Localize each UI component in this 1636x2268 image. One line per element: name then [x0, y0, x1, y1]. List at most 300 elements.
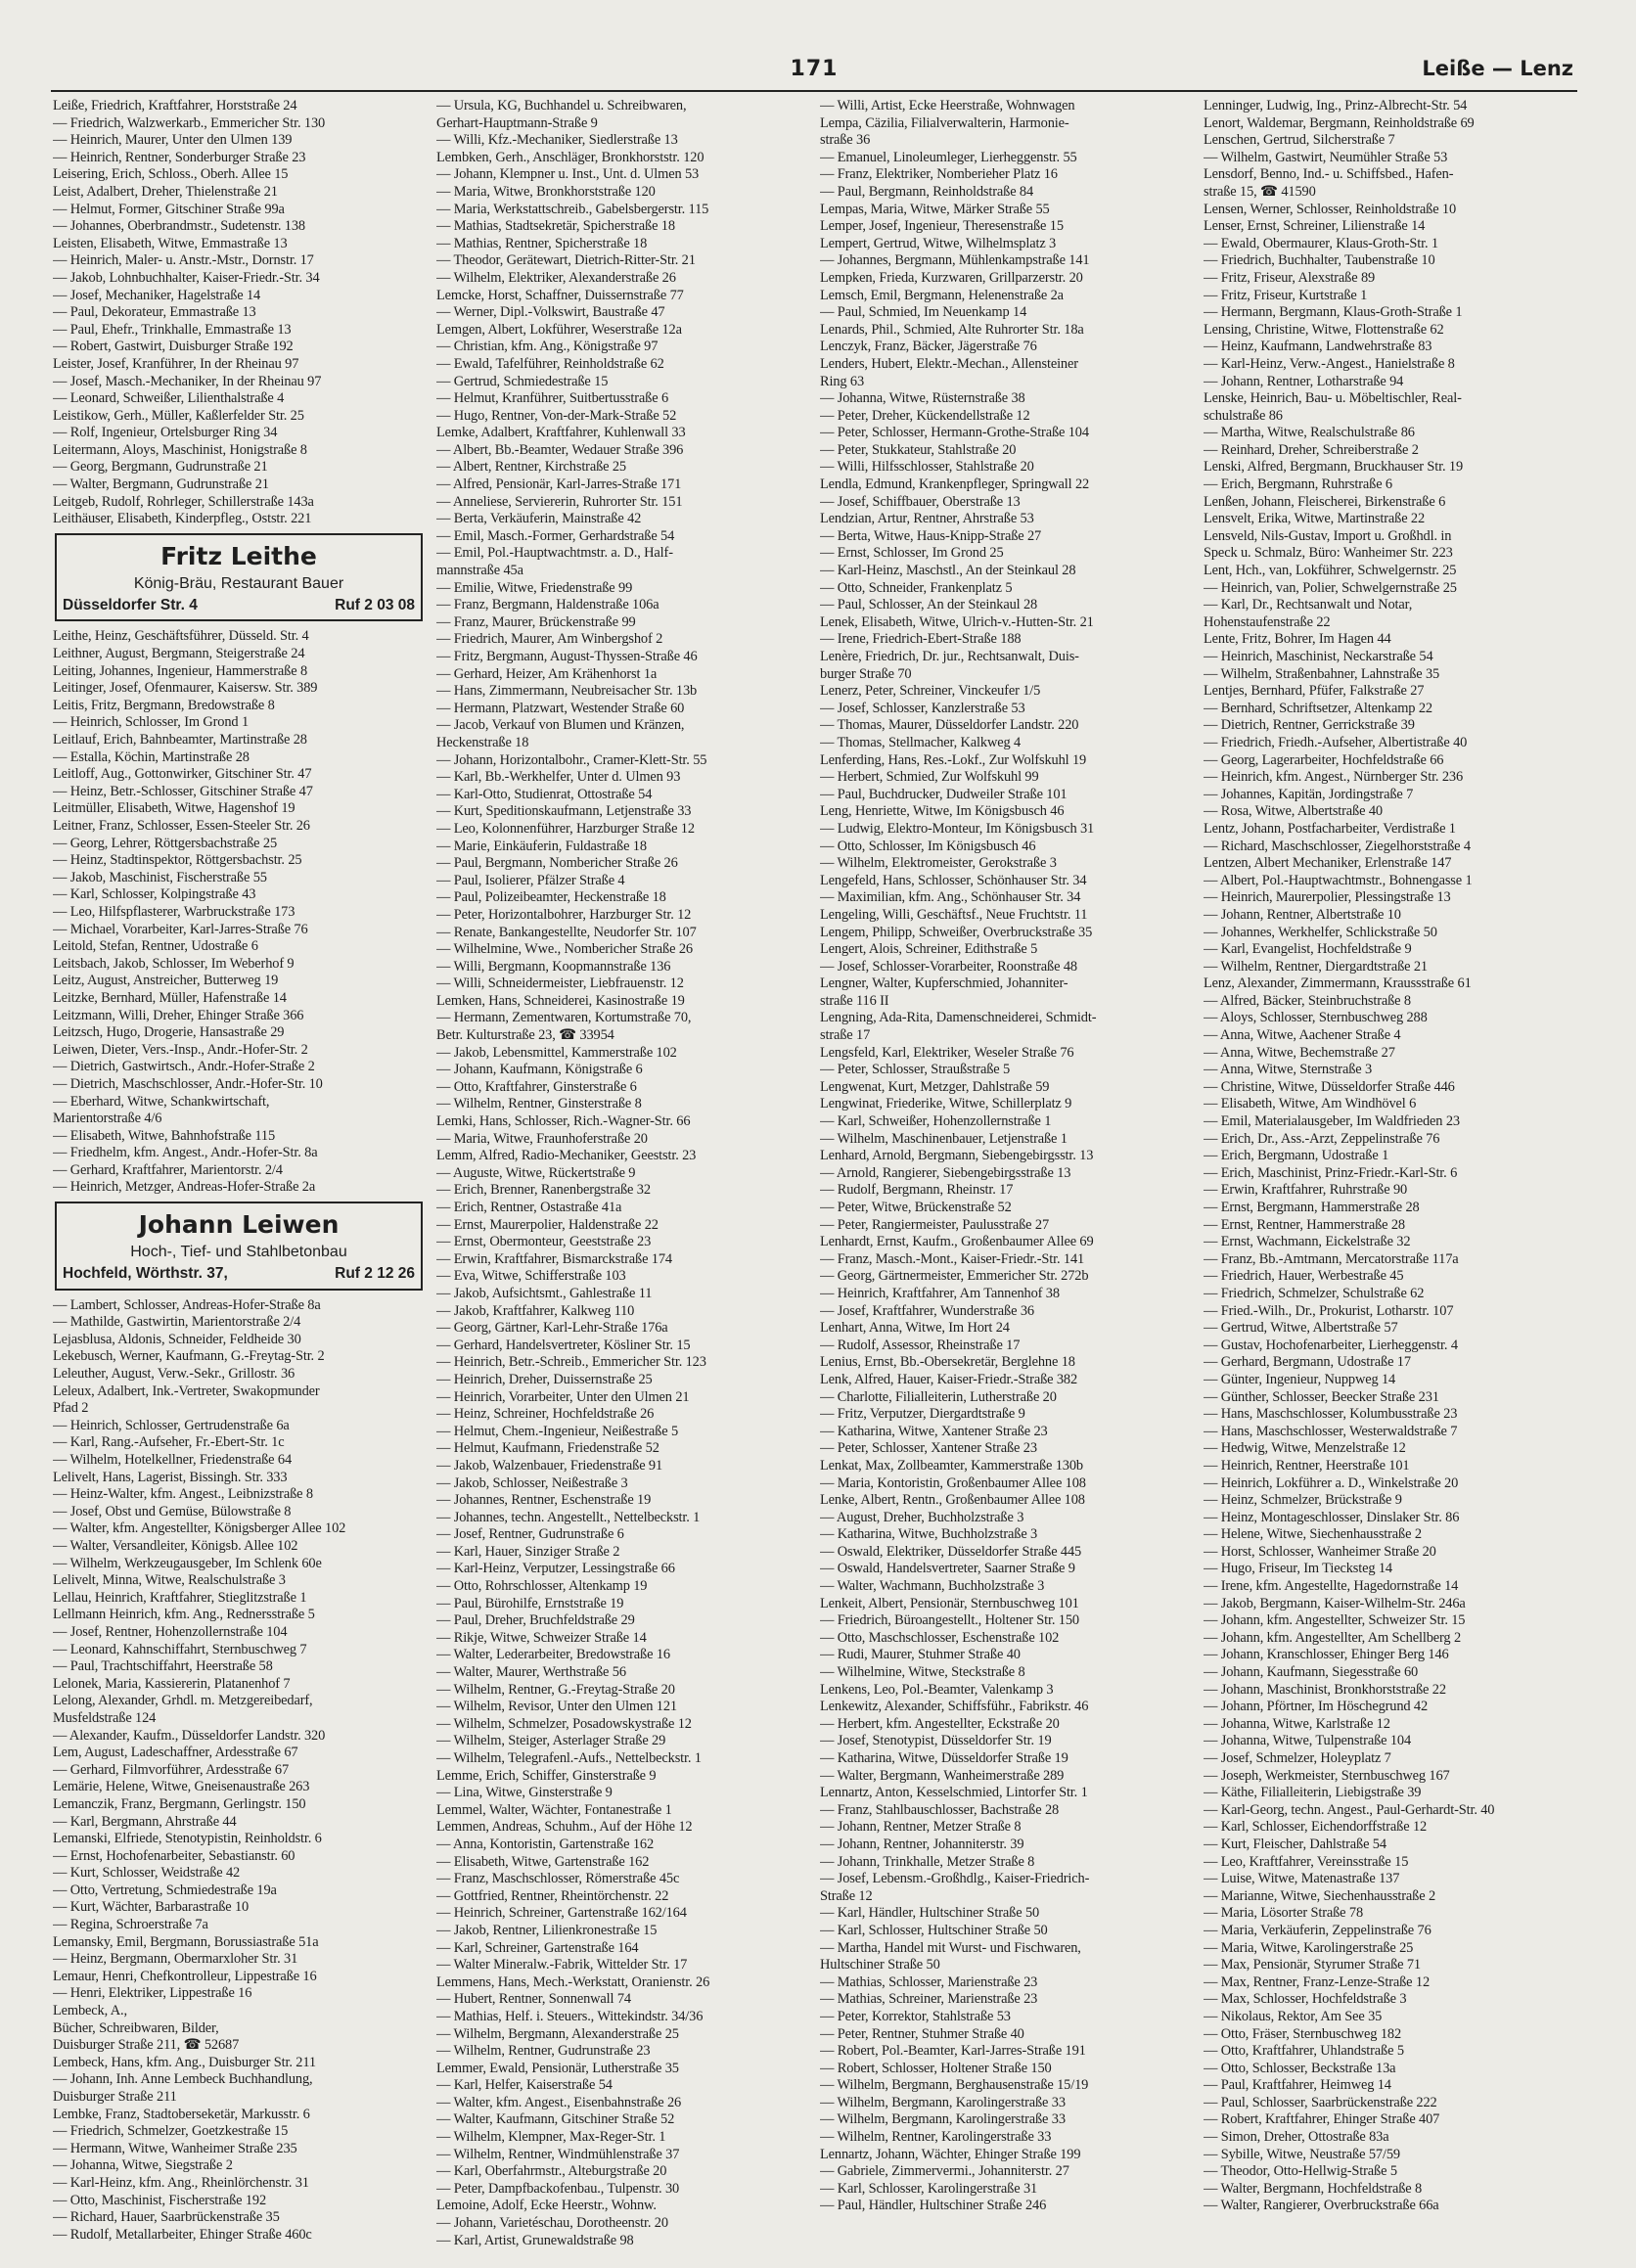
directory-entry: — Peter, Schlosser, Hermann-Grothe-Straße 104	[820, 425, 1089, 441]
directory-entry: Leitmüller, Elisabeth, Witwe, Hagenshof 19	[53, 800, 295, 817]
directory-entry: Lentzen, Albert Mechaniker, Erlenstraße 147	[1204, 855, 1452, 872]
directory-entry: — Jacob, Verkauf von Blumen und Kränzen,	[436, 717, 685, 734]
directory-entry: burger Straße 70	[820, 665, 912, 682]
directory-entry: — Erich, Bergmann, Ruhrstraße 6	[1204, 476, 1392, 493]
directory-entry: Duisburger Straße 211	[53, 2089, 177, 2105]
directory-entry: — Theodor, Gerätewart, Dietrich-Ritter-Str. 21	[436, 252, 696, 269]
directory-entry: — Gerhard, Bergmann, Udostraße 17	[1204, 1354, 1411, 1371]
directory-entry: — Walter, Bergmann, Gudrunstraße 21	[53, 476, 269, 493]
directory-entry: Leitner, Franz, Schlosser, Essen-Steeler Str. 26	[53, 818, 310, 834]
directory-entry: — Paul, Schlosser, An der Steinkaul 28	[820, 597, 1038, 613]
directory-entry: — Helmut, Kaufmann, Friedenstraße 52	[436, 1440, 659, 1457]
directory-entry: — Johann, Rentner, Johanniterstr. 39	[820, 1836, 1024, 1852]
directory-entry: — Friedrich, Hauer, Werbestraße 45	[1204, 1268, 1404, 1285]
directory-entry: — Ernst, Schlosser, Im Grond 25	[820, 545, 1004, 562]
directory-entry: Lendzian, Artur, Rentner, Ahrstraße 53	[820, 511, 1034, 527]
directory-entry: — Jakob, Kraftfahrer, Kalkweg 110	[436, 1302, 635, 1319]
directory-entry: — Emil, Materialausgeber, Im Waldfrieden 23	[1204, 1113, 1460, 1130]
directory-entry: — Paul, Schlosser, Saarbrückenstraße 222	[1204, 2094, 1437, 2110]
directory-entry: Lenkat, Max, Zollbeamter, Kammerstraße 130b	[820, 1457, 1083, 1474]
directory-entry: — Karl, Schlosser, Eichendorffstraße 12	[1204, 1819, 1428, 1836]
directory-entry: — Otto, Kraftfahrer, Uhlandstraße 5	[1204, 2043, 1404, 2060]
directory-entry: — Aloys, Schlosser, Sternbuschweg 288	[1204, 1010, 1428, 1026]
directory-entry: — Karl, Bergmann, Ahrstraße 44	[53, 1813, 237, 1830]
directory-entry: Lemmel, Walter, Wächter, Fontanestraße 1	[436, 1801, 672, 1818]
directory-entry: Leithe, Heinz, Geschäftsführer, Düsseld. Str. 4	[53, 628, 309, 645]
directory-entry: — Heinrich, Maschinist, Neckarstraße 54	[1204, 649, 1433, 664]
directory-entry: — Josef, Obst und Gemüse, Bülowstraße 8	[53, 1503, 292, 1520]
column-1	[53, 98, 427, 2256]
directory-entry: — Hans, Maschschlosser, Kolumbusstraße 23	[1204, 1406, 1458, 1423]
directory-entry: Lellmann Heinrich, kfm. Ang., Rednersstraße 5	[53, 1607, 315, 1623]
directory-entry: Lembeck, Hans, kfm. Ang., Duisburger Str. 211	[53, 2054, 316, 2070]
directory-entry: — Anna, Kontoristin, Gartenstraße 162	[436, 1836, 655, 1852]
directory-entry: Lenius, Ernst, Bb.-Obersekretär, Berglehne 18	[820, 1354, 1075, 1371]
directory-entry: — Richard, Maschschlosser, Ziegelhorststraße 4	[1204, 838, 1471, 854]
directory-entry: — Wilhelm, Hotelkellner, Friedenstraße 64	[53, 1452, 293, 1469]
directory-entry: Leisten, Elisabeth, Witwe, Emmastraße 13	[53, 235, 288, 251]
directory-entry: — Heinrich, Rentner, Sonderburger Straße 23	[53, 149, 306, 165]
directory-entry: — Friedrich, Büroangestellt., Holtener Str. 150	[820, 1612, 1079, 1629]
directory-entry: — Jakob, Bergmann, Kaiser-Wilhelm-Str. 246a	[1204, 1595, 1466, 1611]
directory-entry: — Wilhelm, Rentner, Gudrunstraße 23	[436, 2043, 651, 2060]
directory-entry: — Paul, Dreher, Bruchfeldstraße 29	[436, 1612, 635, 1629]
advertisement-title: Fritz Leithe	[160, 541, 317, 570]
directory-entry: — August, Dreher, Buchholzstraße 3	[820, 1509, 1024, 1525]
directory-entry: — Horst, Schlosser, Wanheimer Straße 20	[1204, 1543, 1436, 1560]
directory-entry: — Paul, Händler, Hultschiner Straße 246	[820, 2198, 1047, 2214]
directory-entry: — Günter, Ingenieur, Nuppweg 14	[1204, 1371, 1396, 1387]
directory-entry: — Leo, Hilfspflasterer, Warbruckstraße 173	[53, 903, 295, 920]
directory-entry: Lempert, Gertrud, Witwe, Wilhelmsplatz 3	[820, 235, 1057, 251]
directory-entry: Lentjes, Bernhard, Pfüfer, Falkstraße 27	[1204, 683, 1425, 700]
directory-entry: — Walter Mineralw.-Fabrik, Wittelder Str. 17	[436, 1957, 688, 1973]
column-2	[436, 98, 810, 2256]
directory-entry: Leitzsch, Hugo, Drogerie, Hansastraße 29	[53, 1024, 285, 1041]
directory-entry: — Wilhelm, Telegrafenl.-Aufs., Nettelbeckstr. 1	[436, 1750, 702, 1766]
directory-entry: — Katharina, Witwe, Buchholzstraße 3	[820, 1526, 1038, 1543]
directory-entry: Lejasblusa, Aldonis, Schneider, Feldheide 30	[53, 1331, 301, 1347]
directory-entry: — Kurt, Fleischer, Dahlstraße 54	[1204, 1836, 1386, 1852]
directory-entry: — Peter, Rangiermeister, Paulusstraße 27	[820, 1216, 1050, 1233]
directory-entry: — Ursula, KG, Buchhandel u. Schreibwaren,	[436, 98, 687, 113]
directory-entry: — Friedrich, Walzwerkarb., Emmericher Str. 130	[53, 114, 326, 131]
directory-entry: Lenke, Albert, Rentn., Großenbaumer Allee 108	[820, 1492, 1085, 1509]
directory-entry: — Johann, Kranschlosser, Ehinger Berg 146	[1204, 1647, 1449, 1663]
directory-entry: — Wilhelm, Rentner, Ginsterstraße 8	[436, 1096, 642, 1112]
directory-entry: — Fritz, Verputzer, Diergardtstraße 9	[820, 1406, 1025, 1423]
directory-entry: — Johann, Kaufmann, Siegesstraße 60	[1204, 1664, 1419, 1681]
directory-entry: Lenk, Alfred, Hauer, Kaiser-Friedr.-Straße 382	[820, 1371, 1078, 1387]
directory-entry: — Heinrich, Kraftfahrer, Am Tannenhof 38	[820, 1285, 1060, 1301]
directory-entry: — Marianne, Witwe, Siechenhausstraße 2	[1204, 1887, 1436, 1904]
directory-entry: — Estalla, Köchin, Martinstraße 28	[53, 748, 250, 765]
advertisement-phone: Ruf 2 12 26	[335, 1265, 415, 1283]
directory-entry: Lemanski, Elfriede, Stenotypistin, Reinholdstr. 6	[53, 1831, 322, 1847]
directory-entry: Lemmens, Hans, Mech.-Werkstatt, Oranienstr. 26	[436, 1973, 710, 1990]
directory-entry: — Walter, Kaufmann, Gitschiner Straße 52	[436, 2111, 675, 2128]
directory-entry: — Wilhelm, Bergmann, Alexanderstraße 25	[436, 2025, 679, 2042]
directory-entry: — Emil, Pol.-Hauptwachtmstr. a. D., Half-	[436, 545, 673, 562]
directory-entry: — Max, Schlosser, Hochfeldstraße 3	[1204, 1991, 1407, 2008]
directory-entry: — Luise, Witwe, Matenastraße 137	[1204, 1871, 1400, 1887]
directory-entry: — Mathias, Stadtsekretär, Spicherstraße 18	[436, 218, 675, 235]
directory-entry: — Friedrich, Maurer, Am Winbergshof 2	[436, 631, 663, 648]
directory-entry: Lenort, Waldemar, Bergmann, Reinholdstraße 69	[1204, 114, 1475, 131]
directory-entry: Lemcke, Horst, Schaffner, Duissernstraße 77	[436, 287, 684, 303]
directory-entry: — Josef, Lebensm.-Großhdlg., Kaiser-Friedrich-	[820, 1871, 1090, 1887]
directory-entry: — Eva, Witwe, Schifferstraße 103	[436, 1268, 626, 1285]
directory-entry: Lenders, Hubert, Elektr.-Mechan., Allensteiner	[820, 355, 1078, 372]
directory-entry: Lenhardt, Ernst, Kaufm., Großenbaumer Allee 69	[820, 1234, 1094, 1250]
directory-entry: — Maria, Werkstattschreib., Gabelsbergerstr. 115	[436, 201, 709, 217]
directory-entry: — Josef, Mechaniker, Hagelstraße 14	[53, 287, 261, 303]
directory-entry: — Johann, kfm. Angestellter, Schweizer Str. 15	[1204, 1612, 1466, 1629]
directory-entry: — Hermann, Platzwart, Westender Straße 60	[436, 700, 685, 716]
directory-entry: — Otto, Kraftfahrer, Ginsterstraße 6	[436, 1078, 637, 1095]
directory-entry: — Katharina, Witwe, Düsseldorfer Straße 19	[820, 1750, 1068, 1766]
directory-entry: Lengem, Philipp, Schweißer, Overbruckstraße 35	[820, 924, 1093, 940]
directory-entry: Lemper, Josef, Ingenieur, Theresenstraße 15	[820, 218, 1064, 235]
directory-entry: Lemke, Adalbert, Kraftfahrer, Kuhlenwall 33	[436, 425, 686, 441]
directory-entry: Lemanczik, Franz, Bergmann, Gerlingstr. 150	[53, 1795, 306, 1812]
directory-entry: — Leo, Kraftfahrer, Vereinsstraße 15	[1204, 1853, 1409, 1870]
directory-entry: — Paul, Isolierer, Pfälzer Straße 4	[436, 872, 625, 888]
directory-entry: Lenßen, Johann, Fleischerei, Birkenstraße 6	[1204, 493, 1446, 510]
directory-entry: — Heinrich, Maurer, Unter den Ulmen 139	[53, 132, 293, 149]
directory-entry: — Hermann, Bergmann, Klaus-Groth-Straße 1	[1204, 304, 1463, 321]
directory-entry: — Alexander, Kaufm., Düsseldorfer Landstr. 320	[53, 1727, 326, 1744]
directory-entry: — Wilhelm, Bergmann, Karolingerstraße 33	[820, 2111, 1066, 2128]
directory-entry: Lembken, Gerh., Anschläger, Bronkhorststr. 120	[436, 149, 704, 165]
directory-entry: — Martha, Handel mit Wurst- und Fischwaren,	[820, 1939, 1081, 1956]
directory-entry: — Heinz, Montageschlosser, Dinslaker Str. 86	[1204, 1509, 1460, 1525]
directory-entry: — Albert, Pol.-Hauptwachtmstr., Bohnengasse 1	[1204, 872, 1473, 888]
directory-entry: — Herbert, kfm. Angestellter, Eckstraße 20	[820, 1715, 1060, 1732]
directory-entry: — Walter, Wachmann, Buchholzstraße 3	[820, 1578, 1045, 1595]
directory-entry: — Sybille, Witwe, Neustraße 57/59	[1204, 2146, 1400, 2162]
directory-entry: Leitinger, Josef, Ofenmaurer, Kaisersw. Str. 389	[53, 680, 318, 697]
directory-entry: — Otto, Vertretung, Schmiedestraße 19a	[53, 1882, 277, 1898]
directory-entry: — Gustav, Hochofenarbeiter, Lierheggenstr. 4	[1204, 1337, 1458, 1353]
directory-entry: — Albert, Bb.-Beamter, Wedauer Straße 396	[436, 441, 684, 458]
directory-entry: — Peter, Dampfbackofenbau., Tulpenstr. 30	[436, 2180, 680, 2197]
directory-entry: — Peter, Korrektor, Stahlstraße 53	[820, 2008, 1011, 2024]
directory-entry: Lenski, Alfred, Bergmann, Bruckhauser Str. 19	[1204, 459, 1464, 476]
directory-entry: — Karl-Heinz, kfm. Ang., Rheinlörchenstr. 31	[53, 2174, 309, 2191]
directory-entry: — Peter, Dreher, Kückendellstraße 12	[820, 407, 1030, 424]
directory-entry: — Leo, Kolonnenführer, Harzburger Straße 12	[436, 820, 695, 837]
directory-entry: — Heinrich, van, Polier, Schwelgernstraße 25	[1204, 579, 1457, 596]
directory-entry: — Robert, Pol.-Beamter, Karl-Jarres-Straße 191	[820, 2043, 1086, 2060]
directory-entry: — Rolf, Ingenieur, Ortelsburger Ring 34	[53, 425, 278, 441]
directory-entry: — Gertrud, Witwe, Albertstraße 57	[1204, 1320, 1398, 1337]
directory-entry: — Christian, kfm. Ang., Königstraße 97	[436, 339, 659, 355]
directory-entry: — Thomas, Stellmacher, Kalkweg 4	[820, 734, 1022, 750]
directory-entry: Lensveld, Nils-Gustav, Import u. Großhdl. in	[1204, 527, 1452, 544]
directory-entry: Lennartz, Johann, Wächter, Ehinger Straße 199	[820, 2146, 1081, 2162]
directory-entry: Lensvelt, Erika, Witwe, Martinstraße 22	[1204, 511, 1426, 527]
advertisement-footer	[63, 1262, 415, 1283]
directory-entry: — Ewald, Tafelführer, Reinholdstraße 62	[436, 355, 664, 372]
directory-entry: — Karl, Rang.-Aufseher, Fr.-Ebert-Str. 1c	[53, 1434, 285, 1451]
directory-entry: — Mathias, Schlosser, Marienstraße 23	[820, 1973, 1038, 1990]
directory-entry: Leleuther, August, Verw.-Sekr., Grillostr. 36	[53, 1366, 295, 1383]
directory-entry: — Hubert, Rentner, Sonnenwall 74	[436, 1991, 631, 2008]
directory-entry: — Wilhelm, Werkzeugausgeber, Im Schlenk 60e	[53, 1555, 322, 1571]
directory-entry: — Dietrich, Gastwirtsch., Andr.-Hofer-Straße 2	[53, 1059, 315, 1075]
directory-entry: — Hedwig, Witwe, Menzelstraße 12	[1204, 1440, 1406, 1457]
directory-entry: — Fritz, Bergmann, August-Thyssen-Straße 46	[436, 649, 698, 664]
directory-entry: — Theodor, Otto-Hellwig-Straße 5	[1204, 2163, 1397, 2180]
directory-entry: — Jakob, Maschinist, Fischerstraße 55	[53, 869, 267, 885]
directory-entry: — Josef, Schiffbauer, Oberstraße 13	[820, 493, 1021, 510]
directory-entry: — Peter, Horizontalbohrer, Harzburger Str. 12	[436, 906, 692, 923]
directory-entry: — Heinz, Stadtinspektor, Röttgersbachstr. 25	[53, 852, 302, 869]
directory-entry: Leiting, Johannes, Ingenieur, Hammerstraße 8	[53, 662, 308, 679]
directory-entry: — Nikolaus, Rektor, Am See 35	[1204, 2008, 1383, 2024]
directory-entry: Lente, Fritz, Bohrer, Im Hagen 44	[1204, 631, 1391, 648]
directory-entry: — Mathias, Schreiner, Marienstraße 23	[820, 1991, 1038, 2008]
directory-entry: — Paul, Bürohilfe, Ernststraße 19	[436, 1595, 624, 1611]
directory-entry: — Kurt, Speditionskaufmann, Letjenstraße 33	[436, 803, 692, 820]
directory-entry: — Heinrich, kfm. Angest., Nürnberger Str. 236	[1204, 769, 1464, 786]
directory-entry: — Elisabeth, Witwe, Am Windhövel 6	[1204, 1096, 1417, 1112]
directory-entry: — Karl, Bb.-Werkhelfer, Unter d. Ulmen 93	[436, 769, 681, 786]
directory-entry: Leitgeb, Rudolf, Rohrleger, Schillerstraße 143a	[53, 493, 314, 510]
directory-entry: — Wilhelm, Gastwirt, Neumühler Straße 53	[1204, 149, 1448, 165]
directory-entry: — Elisabeth, Witwe, Bahnhofstraße 115	[53, 1127, 276, 1144]
directory-entry: — Heinz, Kaufmann, Landwehrstraße 83	[1204, 339, 1432, 355]
directory-entry: — Heinz, Schmelzer, Brückstraße 9	[1204, 1492, 1402, 1509]
directory-entry: — Thomas, Maurer, Düsseldorfer Landstr. 220	[820, 717, 1079, 734]
directory-entry: Betr. Kulturstraße 23, ☎ 33954	[436, 1027, 614, 1044]
directory-entry: Lelong, Alexander, Grhdl. m. Metzgereibedarf,	[53, 1693, 313, 1709]
directory-entry: Hohenstaufenstraße 22	[1204, 613, 1331, 630]
directory-entry: — Simon, Dreher, Ottostraße 83a	[1204, 2129, 1389, 2146]
directory-entry: — Gerhard, Filmvorführer, Ardesstraße 67	[53, 1761, 290, 1778]
directory-entry: Lemsch, Emil, Bergmann, Helenenstraße 2a	[820, 287, 1064, 303]
directory-entry: — Fritz, Friseur, Alexstraße 89	[1204, 269, 1376, 286]
directory-entry: — Georg, Lehrer, Röttgersbachstraße 25	[53, 835, 278, 851]
directory-entry: Lembeck, A.,	[53, 2003, 127, 2019]
directory-entry: — Walter, Rangierer, Overbruckstraße 66a	[1204, 2198, 1439, 2214]
directory-entry: — Johann, Inh. Anne Lembeck Buchhandlung,	[53, 2071, 313, 2088]
directory-entry: Lennartz, Anton, Kesselschmied, Lintorfer Str. 1	[820, 1785, 1088, 1801]
directory-entry: — Karl-Heinz, Maschstl., An der Steinkaul 28	[820, 563, 1076, 579]
directory-entry: — Wilhelm, Straßenbahner, Lahnstraße 35	[1204, 665, 1440, 682]
directory-entry: — Heinrich, Schlosser, Im Grond 1	[53, 714, 250, 731]
directory-entry: — Arnold, Rangierer, Siebengebirgsstraße 13	[820, 1164, 1071, 1181]
directory-entry: — Johannes, Bergmann, Mühlenkampstraße 141	[820, 252, 1090, 269]
directory-entry: — Johannes, Kapitän, Jordingstraße 7	[1204, 786, 1414, 802]
directory-entry: — Walter, Bergmann, Hochfeldstraße 8	[1204, 2180, 1423, 2197]
directory-entry: — Franz, Bb.-Amtmann, Mercatorstraße 117a	[1204, 1250, 1459, 1267]
directory-entry: — Johann, kfm. Angestellter, Am Schellberg 2	[1204, 1629, 1462, 1646]
directory-entry: — Oswald, Handelsvertreter, Saarner Straße 9	[820, 1561, 1075, 1577]
directory-entry: — Karl-Heinz, Verw.-Angest., Hanielstraße 8	[1204, 355, 1455, 372]
directory-entry: — Josef, Schmelzer, Holeyplatz 7	[1204, 1750, 1391, 1766]
directory-entry: — Karl, Schweißer, Hohenzollernstraße 1	[820, 1113, 1052, 1130]
directory-entry: — Alfred, Bäcker, Steinbruchstraße 8	[1204, 992, 1411, 1009]
directory-entry: — Franz, Elektriker, Nomberieher Platz 16	[820, 166, 1058, 183]
directory-entry: — Karl-Georg, techn. Angest., Paul-Gerhardt-Str. 40	[1204, 1801, 1495, 1818]
directory-entry: Lempa, Cäzilia, Filialverwalterin, Harmonie-	[820, 114, 1069, 131]
directory-entry: — Charlotte, Filialleiterin, Lutherstraße 20	[820, 1388, 1057, 1405]
directory-entry: — Johanna, Witwe, Karlstraße 12	[1204, 1715, 1390, 1732]
directory-entry: Leitermann, Aloys, Maschinist, Honigstraße 8	[53, 441, 307, 458]
advertisement-footer	[63, 594, 415, 614]
directory-entry: — Wilhelm, Revisor, Unter den Ulmen 121	[436, 1699, 677, 1715]
directory-entry: — Michael, Vorarbeiter, Karl-Jarres-Straße 76	[53, 921, 308, 937]
directory-entry: — Heinz, Schreiner, Hochfeldstraße 26	[436, 1406, 655, 1423]
directory-entry: Lempken, Frieda, Kurzwaren, Grillparzerstr. 20	[820, 269, 1083, 286]
directory-entry: — Helmut, Kranführer, Suitbertusstraße 6	[436, 390, 669, 407]
directory-entry: Lenhart, Anna, Witwe, Im Hort 24	[820, 1320, 1010, 1337]
directory-entry: — Johannes, techn. Angestellt., Nettelbeckstr. 1	[436, 1509, 701, 1525]
directory-entry: — Erich, Rentner, Ostastraße 41a	[436, 1200, 622, 1215]
directory-entry: Leiwen, Dieter, Vers.-Insp., Andr.-Hofer-Str. 2	[53, 1041, 308, 1058]
directory-entry: — Johanna, Witwe, Siegstraße 2	[53, 2157, 233, 2174]
directory-entry: — Heinrich, Betr.-Schreib., Emmericher Str. 123	[436, 1354, 706, 1371]
directory-entry: — Auguste, Witwe, Rückertstraße 9	[436, 1164, 636, 1181]
directory-entry: Lemm, Alfred, Radio-Mechaniker, Geeststr. 23	[436, 1148, 697, 1164]
directory-entry: — Otto, Schlosser, Im Königsbusch 46	[820, 838, 1036, 854]
directory-entry: — Georg, Bergmann, Gudrunstraße 21	[53, 459, 268, 476]
directory-entry: — Johann, Rentner, Albertstraße 10	[1204, 906, 1401, 923]
directory-entry: Lemme, Erich, Schiffer, Ginsterstraße 9	[436, 1767, 657, 1784]
directory-entry: — Berta, Verkäuferin, Mainstraße 42	[436, 511, 642, 527]
directory-entry: Leitzke, Bernhard, Müller, Hafenstraße 14	[53, 989, 287, 1006]
directory-entry: Lemken, Hans, Schneiderei, Kasinostraße 19	[436, 992, 685, 1009]
directory-entry: Speck u. Schmalz, Büro: Wanheimer Str. 223	[1204, 545, 1453, 562]
directory-entry: Lenser, Ernst, Schreiner, Lilienstraße 14	[1204, 218, 1426, 235]
directory-entry: — Peter, Witwe, Brückenstraße 52	[820, 1200, 1012, 1215]
directory-entry: — Jakob, Walzenbauer, Friedenstraße 91	[436, 1457, 663, 1474]
directory-entry: — Werner, Dipl.-Volkswirt, Baustraße 47	[436, 304, 665, 321]
directory-entry: Lenhard, Arnold, Bergmann, Siebengebirgsstr. 13	[820, 1148, 1094, 1164]
page-number: 171	[790, 57, 839, 81]
column-4	[1204, 98, 1577, 2256]
directory-entry: — Franz, Maurer, Brückenstraße 99	[436, 613, 636, 630]
directory-entry: Lengwenat, Kurt, Metzger, Dahlstraße 59	[820, 1078, 1050, 1095]
directory-entry: Leisering, Erich, Schloss., Oberh. Allee 15	[53, 166, 289, 183]
directory-entry: — Rikje, Witwe, Schweizer Straße 14	[436, 1629, 647, 1646]
directory-entry: Lelonek, Maria, Kassiererin, Platanenhof 7	[53, 1675, 291, 1692]
directory-entry: Lekebusch, Werner, Kaufmann, G.-Freytag-Str. 2	[53, 1348, 325, 1365]
directory-entry: Lenek, Elisabeth, Witwe, Ulrich-v.-Hutten-Str. 21	[820, 613, 1094, 630]
directory-entry: Lengsfeld, Karl, Elektriker, Weseler Straße 76	[820, 1044, 1074, 1061]
directory-entry: — Richard, Hauer, Saarbrückenstraße 35	[53, 2209, 280, 2226]
directory-entry: — Johann, Kaufmann, Königstraße 6	[436, 1062, 643, 1078]
directory-entry: — Karl, Schlosser, Kolpingstraße 43	[53, 886, 256, 903]
directory-entry: — Lambert, Schlosser, Andreas-Hofer-Straße 8a	[53, 1296, 321, 1313]
directory-entry: — Ernst, Rentner, Hammerstraße 28	[1204, 1216, 1405, 1233]
directory-entry: Lenczyk, Franz, Bäcker, Jägerstraße 76	[820, 339, 1037, 355]
directory-entry: — Gottfried, Rentner, Rheintörchenstr. 22	[436, 1887, 669, 1904]
directory-entry: Lendla, Edmund, Krankenpfleger, Springwall 22	[820, 476, 1090, 493]
directory-entry: Lensdorf, Benno, Ind.- u. Schiffsbed., Hafen-	[1204, 166, 1454, 183]
directory-entry: Leitis, Fritz, Bergmann, Bredowstraße 8	[53, 697, 275, 713]
directory-entry: — Albert, Rentner, Kirchstraße 25	[436, 459, 626, 476]
directory-entry: — Renate, Bankangestellte, Neudorfer Str. 107	[436, 924, 697, 940]
advertisement-box	[55, 533, 423, 622]
directory-entry: Lenère, Friedrich, Dr. jur., Rechtsanwalt, Duis-	[820, 649, 1079, 664]
directory-entry: Lenz, Alexander, Zimmermann, Kraussstraße 61	[1204, 975, 1472, 992]
directory-entry: Leng, Henriette, Witwe, Im Königsbusch 46	[820, 803, 1065, 820]
directory-entry: — Maria, Verkäuferin, Zeppelinstraße 76	[1204, 1922, 1432, 1938]
directory-entry: Lenards, Phil., Schmied, Alte Ruhrorter Str. 18a	[820, 321, 1084, 338]
directory-entry: — Christine, Witwe, Düsseldorfer Straße 446	[1204, 1078, 1455, 1095]
directory-entry: — Dietrich, Maschschlosser, Andr.-Hofer-Str. 10	[53, 1075, 323, 1092]
directory-entry: — Walter, kfm. Angestellter, Königsberger Allee 102	[53, 1520, 346, 1537]
directory-entry: — Ernst, Wachmann, Eickelstraße 32	[1204, 1234, 1411, 1250]
directory-entry: — Walter, Versandleiter, Königsb. Allee 102	[53, 1538, 298, 1554]
directory-entry: — Alfred, Pensionär, Karl-Jarres-Straße 171	[436, 476, 682, 493]
directory-entry: — Robert, Schlosser, Holtener Straße 150	[820, 2060, 1052, 2076]
directory-entry: — Helmut, Chem.-Ingenieur, Neißestraße 5	[436, 1423, 679, 1439]
directory-entry: — Wilhelm, Rentner, Windmühlenstraße 37	[436, 2146, 680, 2162]
directory-entry: — Willi, Artist, Ecke Heerstraße, Wohnwagen	[820, 98, 1075, 113]
directory-entry: — Karl-Heinz, Verputzer, Lessingstraße 66	[436, 1561, 675, 1577]
directory-entry: — Heinrich, Lokführer a. D., Winkelstraße 20	[1204, 1474, 1459, 1491]
directory-entry: Hultschiner Straße 50	[820, 1957, 940, 1973]
directory-entry: — Wilhelmine, Witwe, Steckstraße 8	[820, 1664, 1025, 1681]
directory-entry: — Georg, Gärtner, Karl-Lehr-Straße 176a	[436, 1320, 668, 1337]
directory-entry: Leitzmann, Willi, Dreher, Ehinger Straße 366	[53, 1007, 304, 1023]
directory-entry: Leitsbach, Jakob, Schlosser, Im Weberhof 9	[53, 955, 295, 972]
directory-entry: — Paul, Polizeibeamter, Heckenstraße 18	[436, 889, 666, 906]
directory-entry: — Hermann, Witwe, Wanheimer Straße 235	[53, 2140, 297, 2156]
directory-entry: — Rosa, Witwe, Albertstraße 40	[1204, 803, 1383, 820]
directory-entry: — Johannes, Werkhelfer, Schlickstraße 50	[1204, 924, 1437, 940]
directory-entry: — Helene, Witwe, Siechenhausstraße 2	[1204, 1526, 1422, 1543]
directory-entry: — Walter, kfm. Angest., Eisenbahnstraße 26	[436, 2094, 682, 2110]
directory-entry: — Heinrich, Metzger, Andreas-Hofer-Straße 2a	[53, 1179, 316, 1196]
directory-entry: Lenschen, Gertrud, Silcherstraße 7	[1204, 132, 1395, 149]
directory-entry: — Anna, Witwe, Bechemstraße 27	[1204, 1044, 1395, 1061]
directory-entry: Lem, August, Ladeschaffner, Ardesstraße 67	[53, 1745, 298, 1761]
directory-entry: mannstraße 45a	[436, 563, 523, 579]
directory-entry: — Dietrich, Rentner, Gerrickstraße 39	[1204, 717, 1415, 734]
directory-entry: — Erich, Dr., Ass.-Arzt, Zeppelinstraße 76	[1204, 1130, 1440, 1147]
directory-entry: — Heinrich, Schreiner, Gartenstraße 162/164	[436, 1905, 687, 1922]
directory-entry: — Anna, Witwe, Sternstraße 3	[1204, 1062, 1373, 1078]
directory-entry: — Gerhard, Kraftfahrer, Marientorstr. 2/4	[53, 1161, 283, 1178]
directory-entry: — Oswald, Elektriker, Düsseldorfer Straße 445	[820, 1543, 1082, 1560]
directory-entry: — Paul, Trachtschiffahrt, Heerstraße 58	[53, 1658, 273, 1675]
directory-entry: Lemaur, Henri, Chefkontrolleur, Lippestraße 16	[53, 1968, 317, 1984]
directory-entry: — Johann, Horizontalbohr., Cramer-Klett-Str. 55	[436, 751, 707, 768]
directory-entry: — Martha, Witwe, Realschulstraße 86	[1204, 425, 1415, 441]
advertisement-address: Düsseldorfer Str. 4	[63, 597, 198, 614]
directory-entry: — Karl, Helfer, Kaiserstraße 54	[436, 2077, 613, 2094]
directory-entry: — Karl, Schlosser, Karolingerstraße 31	[820, 2180, 1038, 2197]
directory-entry: Leithäuser, Elisabeth, Kinderpfleg., Oststr. 221	[53, 511, 312, 527]
directory-entry: — Katharina, Witwe, Xantener Straße 23	[820, 1423, 1048, 1439]
directory-entry: — Mathias, Helf. i. Steuers., Wittekindstr. 34/36	[436, 2008, 704, 2024]
directory-entry: — Paul, Bergmann, Nombericher Straße 26	[436, 855, 678, 872]
directory-entry: — Heinrich, Rentner, Heerstraße 101	[1204, 1457, 1410, 1474]
directory-entry: — Josef, Masch.-Mechaniker, In der Rheinau 97	[53, 373, 322, 389]
directory-entry: Lemärie, Helene, Witwe, Gneisenaustraße 263	[53, 1779, 310, 1795]
directory-entry: — Josef, Schlosser, Kanzlerstraße 53	[820, 700, 1025, 716]
directory-entry: — Fritz, Friseur, Kurtstraße 1	[1204, 287, 1368, 303]
directory-entry: — Wilhelm, Steiger, Asterlager Straße 29	[436, 1733, 666, 1749]
directory-entry: — Johann, Pförtner, Im Höschegrund 42	[1204, 1699, 1429, 1715]
advertisement-phone: Ruf 2 03 08	[335, 597, 415, 614]
directory-entry: — Gabriele, Zimmervermi., Johanniterstr. 27	[820, 2163, 1069, 2180]
